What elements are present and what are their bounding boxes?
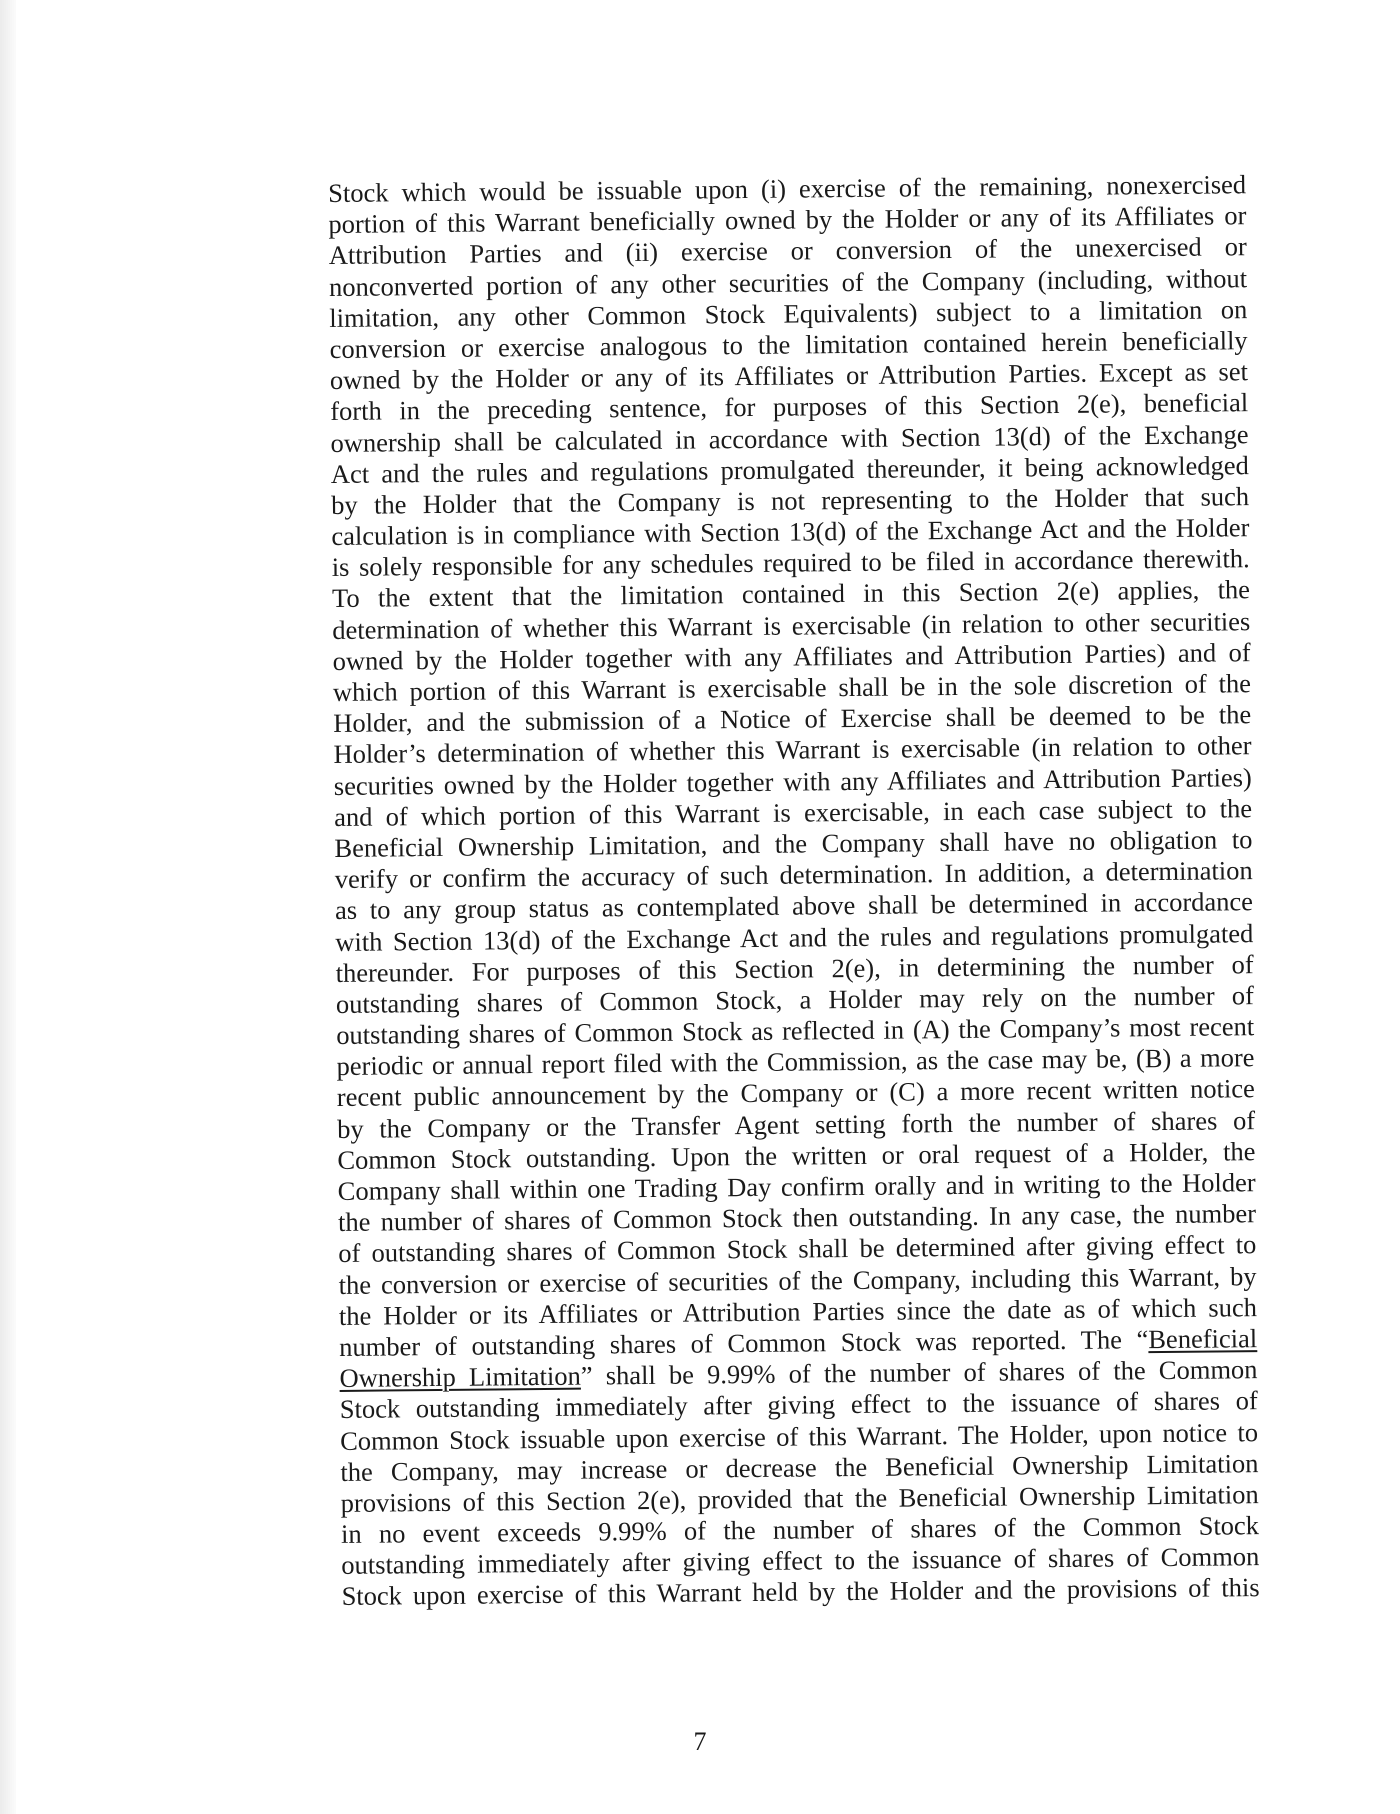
text-line: securities owned by the Holder together with any Affiliates and Attribution Parties) bbox=[333, 761, 1252, 801]
text-line: Beneficial Ownership Limitation, and the Company shall have no obligation to bbox=[334, 824, 1253, 863]
text-line: recent public announcement by the Company or (C) a more recent written notice bbox=[336, 1073, 1255, 1113]
page-number: 7 bbox=[693, 1727, 707, 1756]
text-line: outstanding shares of Common Stock as reflected in (A) the Company’s most recent bbox=[336, 1011, 1255, 1051]
text-fragment: ” shall be 9.99% of the number of shares of the Common bbox=[580, 1354, 1258, 1391]
text-line: Holder’s determination of whether this Warrant is exercisable (in relation to other bbox=[333, 730, 1252, 770]
text-line: conversion or exercise analogous to the limitation contained herein beneficially bbox=[329, 325, 1248, 364]
text-line: Stock which would be issuable upon (i) exercise of the remaining, nonexercised bbox=[328, 169, 1247, 208]
body-text bbox=[328, 169, 1260, 1612]
text-line: of outstanding shares of Common Stock shall be determined after giving effect to bbox=[338, 1229, 1257, 1269]
text-line: nonconverted portion of any other securities of the Company (including, without bbox=[328, 262, 1248, 302]
text-line: provisions of this Section 2(e), provided that the Beneficial Ownership Limitation bbox=[340, 1479, 1259, 1518]
text-line: calculation is in compliance with Section 13(d) of the Exchange Act and the Holder bbox=[331, 512, 1250, 552]
text-line: outstanding immediately after giving effect to the issuance of shares of Common bbox=[341, 1541, 1260, 1581]
text-line: periodic or annual report filed with the Commission, as the case may be, (B) a more bbox=[336, 1042, 1255, 1082]
text-line: Act and the rules and regulations promulgated thereunder, it being acknowledged bbox=[330, 449, 1249, 489]
defined-term-ownership-limitation: Ownership Limitation bbox=[339, 1360, 581, 1394]
text-line: outstanding shares of Common Stock, a Holder may rely on the number of bbox=[335, 980, 1255, 1019]
text-line: To the extent that the limitation contained in this Section 2(e) applies, the bbox=[331, 574, 1251, 614]
defined-term-beneficial: Beneficial bbox=[1148, 1323, 1258, 1355]
text-line: owned by the Holder or any of its Affiliates or Attribution Parties. Except as set bbox=[329, 356, 1249, 396]
text-line: in no event exceeds 9.99% of the number of shares of the Common Stock bbox=[340, 1510, 1260, 1549]
text-fragment: number of outstanding shares of Common Stock was reported. The “ bbox=[339, 1324, 1149, 1362]
text-line: Stock upon exercise of this Warrant held by the Holder and the provisions of this bbox=[341, 1572, 1260, 1612]
text-line: which portion of this Warrant is exercisable shall be in the sole discretion of the bbox=[332, 668, 1252, 707]
text-line: the Company, may increase or decrease the Beneficial Ownership Limitation bbox=[340, 1447, 1259, 1487]
text-line: owned by the Holder together with any Affiliates and Attribution Parties) and of bbox=[332, 636, 1251, 676]
text-line: verify or confirm the accuracy of such determination. In addition, a determination bbox=[334, 855, 1253, 895]
text-line: thereunder. For purposes of this Section 2(e), in determining the number of bbox=[335, 948, 1254, 988]
text-line: Holder, and the submission of a Notice of Exercise shall be deemed to be the bbox=[333, 699, 1252, 739]
text-line: Company shall within one Trading Day confirm orally and in writing to the Holder bbox=[337, 1167, 1256, 1206]
text-line: the conversion or exercise of securities of the Company, including this Warrant, by bbox=[338, 1260, 1257, 1300]
text-line: and of which portion of this Warrant is exercisable, in each case subject to the bbox=[333, 792, 1253, 832]
text-line: limitation, any other Common Stock Equivalents) subject to a limitation on bbox=[329, 293, 1248, 333]
text-line: Common Stock outstanding. Upon the written or oral request of a Holder, the bbox=[337, 1135, 1256, 1175]
text-line: by the Company or the Transfer Agent setting forth the number of shares of bbox=[336, 1104, 1256, 1144]
text-line: the Holder or its Affiliates or Attribution Parties since the date as of which such bbox=[338, 1291, 1258, 1331]
text-line: portion of this Warrant beneficially owned by the Holder or any of its Affiliates or bbox=[328, 200, 1247, 240]
text-line: the number of shares of Common Stock then outstanding. In any case, the number bbox=[337, 1198, 1257, 1238]
text-line: with Section 13(d) of the Exchange Act and the rules and regulations promulgated bbox=[335, 917, 1254, 957]
text-line: Attribution Parties and (ii) exercise or conversion of the unexercised or bbox=[328, 231, 1247, 271]
text-line: Common Stock issuable upon exercise of this Warrant. The Holder, upon notice to bbox=[339, 1416, 1259, 1456]
text-line: as to any group status as contemplated above shall be determined in accordance bbox=[334, 886, 1254, 926]
text-line: is solely responsible for any schedules required to be filed in accordance therewith. bbox=[331, 543, 1250, 583]
text-line: forth in the preceding sentence, for purposes of this Section 2(e), beneficial bbox=[330, 387, 1249, 427]
text-line: by the Holder that the Company is not representing to the Holder that such bbox=[330, 481, 1250, 520]
scan-page-edge bbox=[0, 0, 16, 1814]
text-line: Stock outstanding immediately after giving effect to the issuance of shares of bbox=[339, 1385, 1258, 1425]
text-line: ownership shall be calculated in accordance with Section 13(d) of the Exchange bbox=[330, 418, 1249, 458]
text-line: determination of whether this Warrant is exercisable (in relation to other securities bbox=[332, 605, 1251, 645]
